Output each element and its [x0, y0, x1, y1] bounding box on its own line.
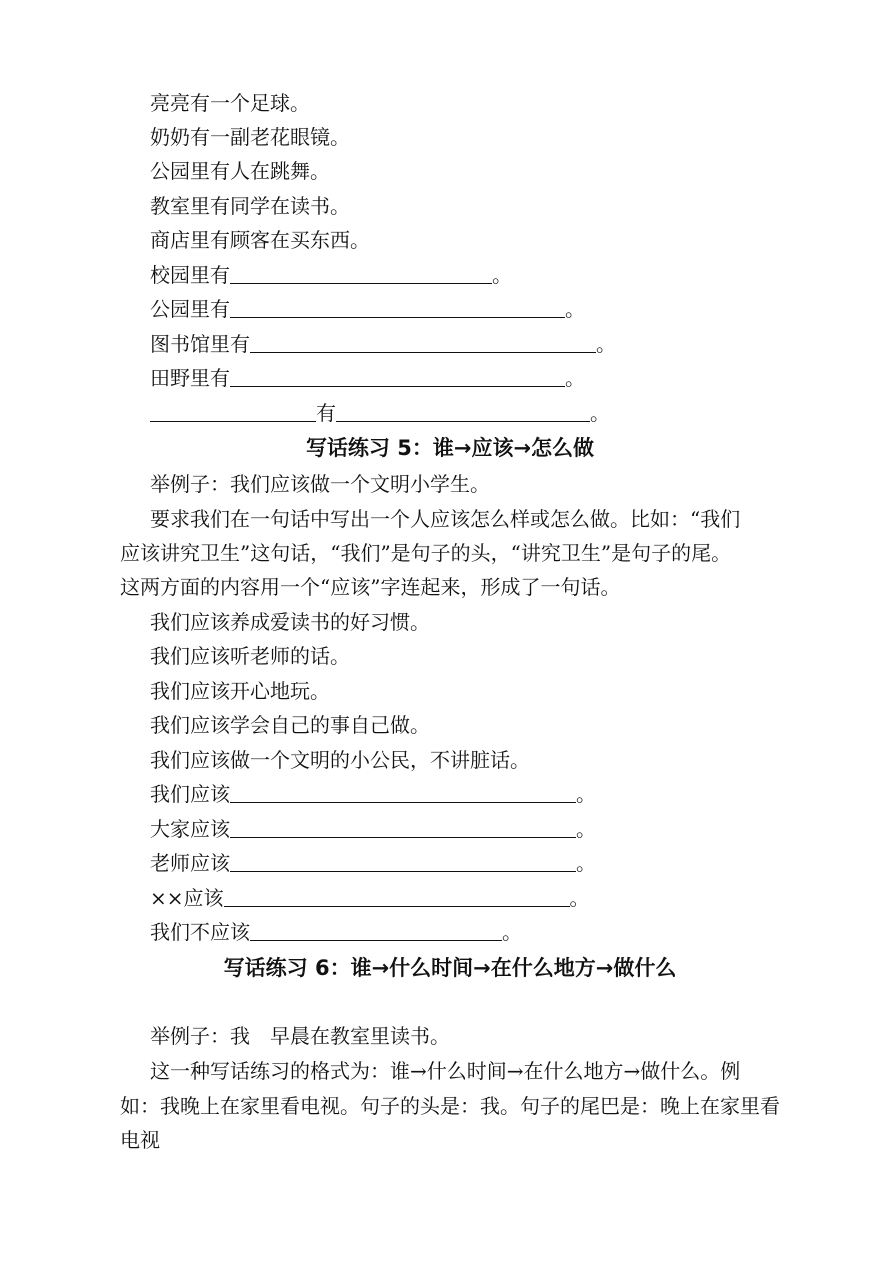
fill-prefix: 校园里有 — [150, 263, 230, 287]
section-title: 写话练习 6：谁→什么时间→在什么地方→做什么 — [223, 956, 677, 980]
fill-in-line — [150, 327, 780, 361]
fill-in-line — [150, 361, 780, 395]
fill-prefix: ××应该 — [150, 886, 224, 910]
fill-in-line — [150, 812, 780, 846]
description-line: 如：我晚上在家里看电视。句子的头是：我。句子的尾巴是：晚上在家里看 — [120, 1094, 780, 1118]
answer-blank[interactable] — [230, 259, 492, 284]
fill-prefix: 大家应该 — [150, 817, 230, 841]
fill-suffix: 。 — [492, 263, 512, 287]
description-line: 要求我们在一句话中写出一个人应该怎么样或怎么做。比如：“我们 — [150, 507, 741, 531]
fill-in-line — [150, 292, 780, 326]
fill-suffix: 。 — [596, 332, 616, 356]
fill-suffix: 。 — [576, 782, 596, 806]
example-sentence: 商店里有顾客在买东西。 — [150, 228, 370, 252]
example-sentence: 奶奶有一副老花眼镜。 — [150, 125, 350, 149]
example-line: 举例子：我们应该做一个文明小学生。 — [150, 472, 490, 496]
answer-blank[interactable] — [224, 882, 570, 907]
fill-in-line — [150, 846, 780, 880]
description-line: 电视 — [120, 1128, 160, 1152]
answer-blank[interactable] — [230, 293, 565, 318]
fill-in-line — [150, 915, 780, 949]
example-sentence: 我们应该学会自己的事自己做。 — [150, 713, 430, 737]
answer-blank[interactable] — [230, 813, 576, 838]
answer-blank[interactable] — [230, 362, 565, 387]
fill-prefix: 我们应该 — [150, 782, 230, 806]
fill-in-line — [150, 396, 780, 430]
fill-suffix: 。 — [569, 886, 590, 910]
answer-blank[interactable] — [230, 847, 576, 872]
description-line: 应该讲究卫生”这句话，“我们”是句子的头，“讲究卫生”是句子的尾。 — [120, 541, 732, 565]
example-sentence: 我们应该做一个文明的小公民，不讲脏话。 — [150, 748, 530, 772]
fill-middle: 有 — [316, 401, 336, 425]
fill-suffix: 。 — [502, 920, 522, 944]
example-line: 举例子：我 早晨在教室里读书。 — [150, 1024, 450, 1048]
example-sentence: 亮亮有一个足球。 — [150, 91, 310, 115]
fill-in-line — [150, 777, 780, 811]
fill-suffix: 。 — [590, 401, 610, 425]
answer-blank[interactable] — [230, 778, 576, 803]
answer-blank[interactable] — [336, 397, 590, 422]
example-sentence: 公园里有人在跳舞。 — [150, 159, 330, 183]
fill-prefix: 公园里有 — [150, 297, 230, 321]
fill-suffix: 。 — [576, 817, 596, 841]
answer-blank[interactable] — [250, 916, 502, 941]
answer-blank[interactable] — [250, 328, 596, 353]
example-sentence: 我们应该开心地玩。 — [150, 679, 330, 703]
answer-blank[interactable] — [150, 397, 316, 422]
description-line: 这一种写话练习的格式为：谁→什么时间→在什么地方→做什么。例 — [150, 1059, 741, 1083]
example-sentence: 我们应该养成爱读书的好习惯。 — [150, 610, 430, 634]
example-sentence: 教室里有同学在读书。 — [150, 194, 350, 218]
fill-prefix: 图书馆里有 — [150, 332, 250, 356]
fill-suffix: 。 — [576, 851, 596, 875]
fill-prefix: 老师应该 — [150, 851, 230, 875]
fill-prefix: 田野里有 — [150, 366, 230, 390]
fill-in-line — [150, 881, 780, 915]
example-sentence: 我们应该听老师的话。 — [150, 644, 350, 668]
section-title: 写话练习 5：谁→应该→怎么做 — [305, 436, 595, 460]
description-line: 这两方面的内容用一个“应该”字连起来，形成了一句话。 — [120, 575, 621, 599]
fill-suffix: 。 — [565, 366, 585, 390]
fill-prefix: 我们不应该 — [150, 920, 250, 944]
fill-suffix: 。 — [565, 297, 585, 321]
fill-in-line — [150, 258, 780, 292]
